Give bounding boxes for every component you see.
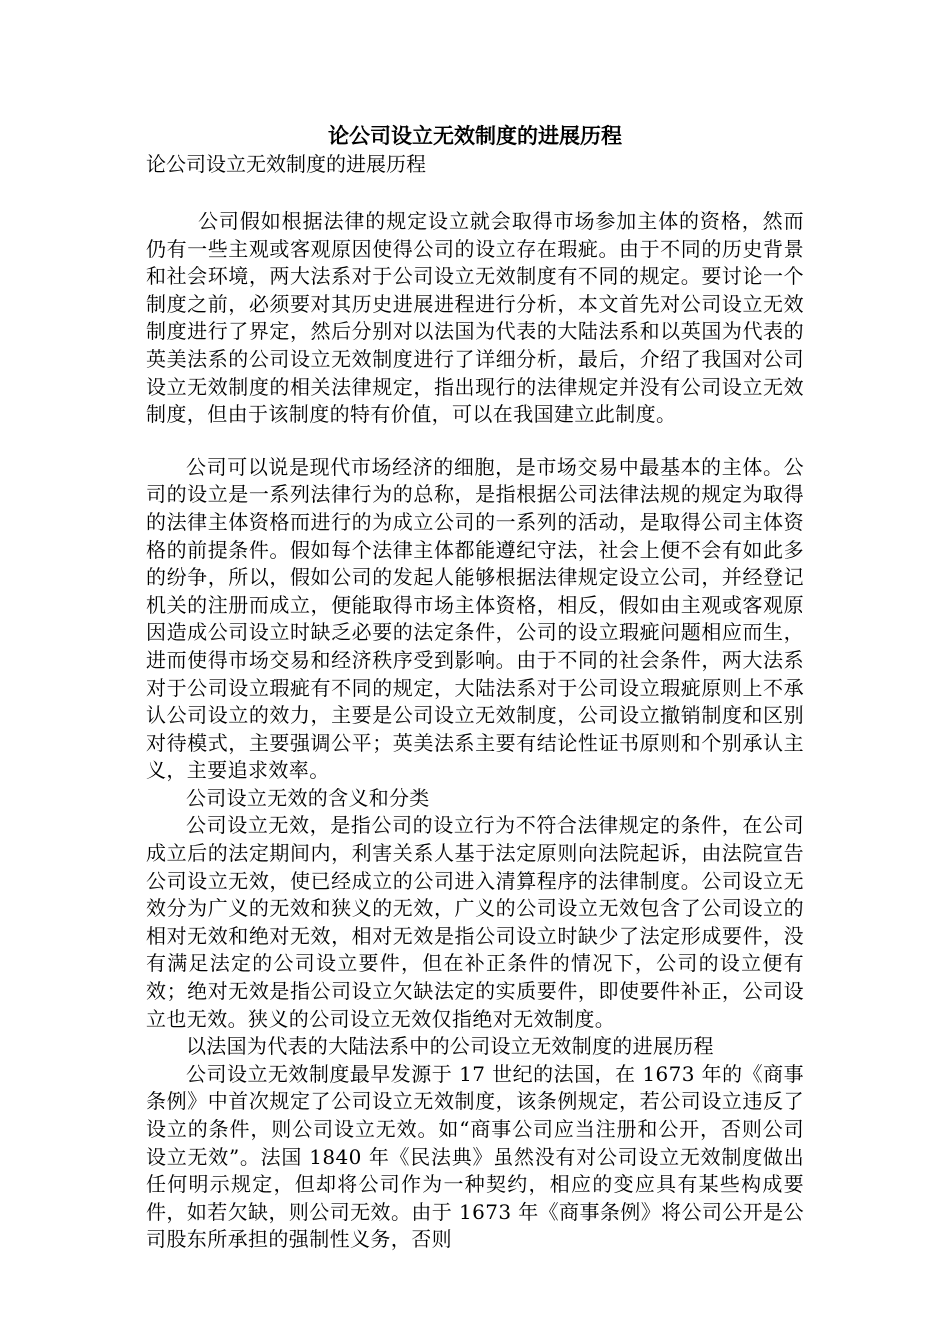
intro-paragraph: 公司可以说是现代市场经济的细胞，是市场交易中最基本的主体。公司的设立是一系列法律行为的总称，是指根据公司法律法规的规定为取得的法律主体资格而进行的为成立公司的一系列的活动，是取得公司主体资格的前提条件。假如每个法律主体都能遵纪守法，社会上便不会有如此多的纷争，所以，假如公司的发起人能够根据法律规定设立公司，并经登记机关的注册而成立，便能取得市场主体资格，相反，假如由主观或客观原因造成公司设立时缺乏必要的法定条件，公司的设立瑕疵问题相应而生，进而使得市场交易和经济秩序受到影响。由于不同的社会条件，两大法系对于公司设立瑕疵有不同的规定，大陆法系对于公司设立瑕疵原则上不承认公司设立的效力，主要是公司设立无效制度，公司设立撤销制度和区别对待模式，主要强调公平；英美法系主要有结论性证书原则和个别承认主义，主要追求效率。 <box>146 454 804 783</box>
section-heading-definition: 公司设立无效的含义和分类 <box>186 785 430 810</box>
document-page <box>146 122 804 1254</box>
section-heading-history: 以法国为代表的大陆法系中的公司设立无效制度的进展历程 <box>186 1034 714 1059</box>
abstract-paragraph: 公司假如根据法律的规定设立就会取得市场参加主体的资格，然而仍有一些主观或客观原因使得公司的设立存在瑕疵。由于不同的历史背景和社会环境，两大法系对于公司设立无效制度有不同的规定。要讨论一个制度之前，必须要对其历史进展进程进行分析，本文首先对公司设立无效制度进行了界定，然后分别对以法国为代表的大陆法系和以英国为代表的英美法系的公司设立无效制度进行了详细分析，最后，介绍了我国对公司设立无效制度的相关法律规定，指出现行的法律规定并没有公司设立无效制度，但由于该制度的特有价值，可以在我国建立此制度。 <box>146 209 804 427</box>
history-paragraph: 公司设立无效制度最早发源于 17 世纪的法国，在 1673 年的《商事条例》中首次规定了公司设立无效制度，该条例规定，若公司设立违反了设立的条件，则公司设立无效。如“商事公司应当注册和公开，否则公司设立无效”。法国 1840 年《民法典》虽然没有对公司设立无效制度做出任何明示规定，但却将公司作为一种契约，相应的变应具有某些构成要件，如若欠缺，则公司无效。由于 1673 年《商事条例》将公司公开是公司股东所承担的强制性义务，否则 <box>146 1061 804 1252</box>
spacer <box>146 178 804 208</box>
document-title: 论公司设立无效制度的进展历程 <box>328 124 622 148</box>
spacer <box>146 429 804 454</box>
definition-paragraph: 公司设立无效，是指公司的设立行为不符合法律规定的条件，在公司成立后的法定期间内，利害关系人基于法定原则向法院起诉，由法院宣告公司设立无效，使已经成立的公司进入清算程序的法律制度。公司设立无效分为广义的无效和狭义的无效，广义的公司设立无效包含了公司设立的相对无效和绝对无效，相对无效是指公司设立时缺少了法定形成要件，没有满足法定的公司设立要件，但在补正条件的情况下，公司的设立便有效；绝对无效是指公司设立欠缺法定的实质要件，即使要件补正，公司设立也无效。狭义的公司设立无效仅指绝对无效制度。 <box>146 813 804 1031</box>
document-subtitle: 论公司设立无效制度的进展历程 <box>146 152 426 176</box>
